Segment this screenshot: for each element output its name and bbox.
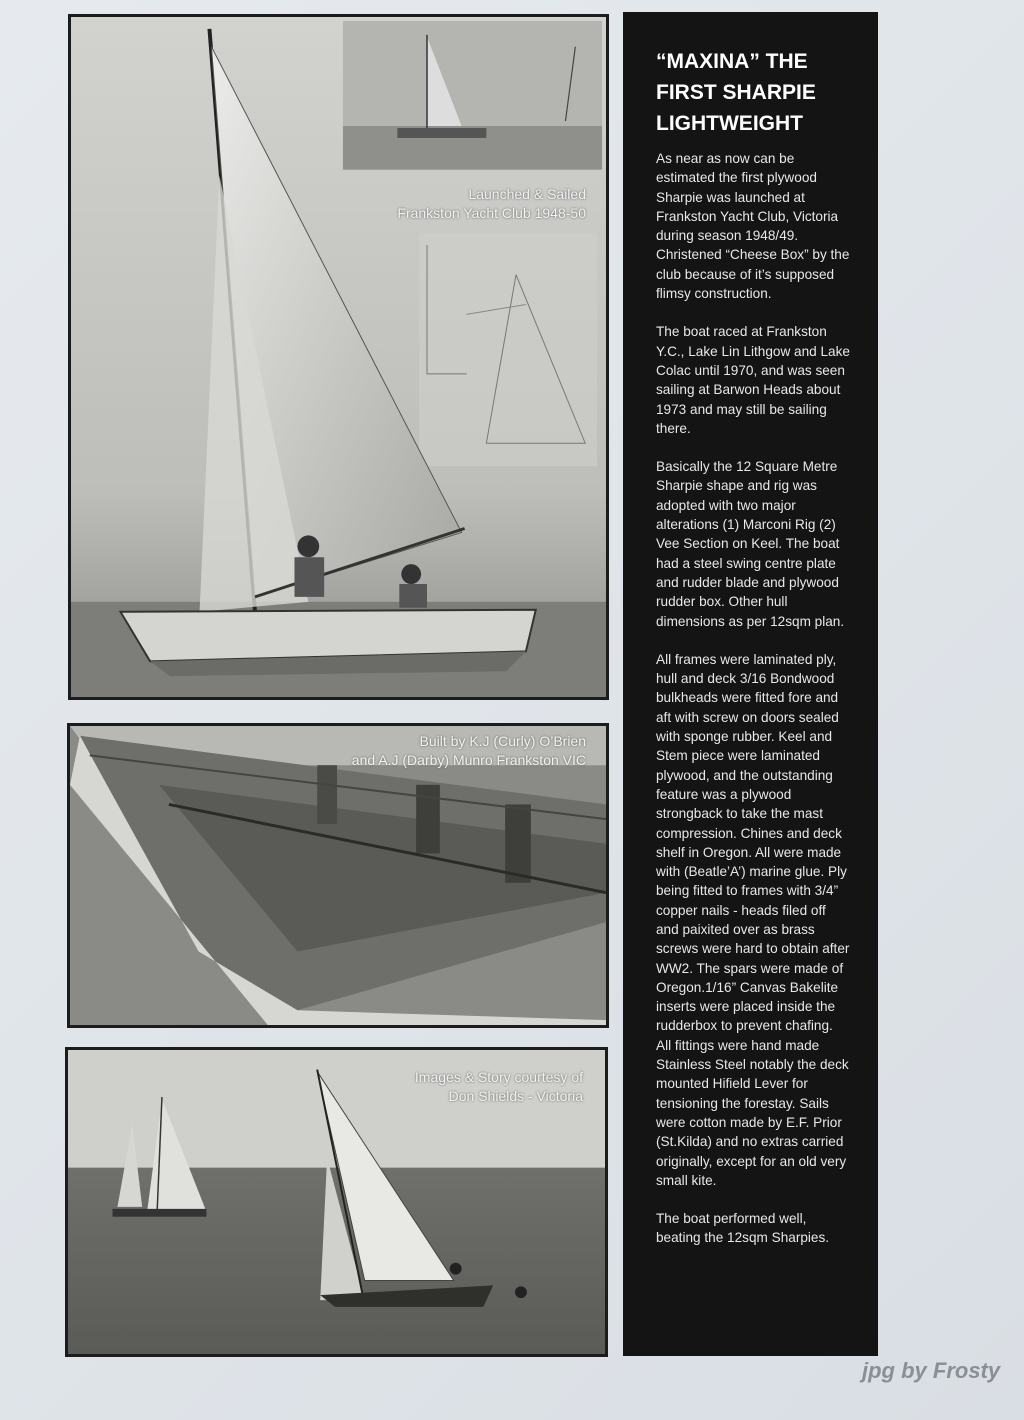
- top-caption-line-2: Frankston Yacht Club 1948-50: [397, 205, 586, 221]
- bottom-caption-line-1: Images & Story courtesy of: [414, 1069, 583, 1085]
- title-line-3: LIGHTWEIGHT: [656, 112, 803, 135]
- middle-caption-line-2: and A.J (Darby) Munro Frankston VIC: [351, 752, 586, 768]
- sailing-photo-illustration: [71, 17, 606, 697]
- middle-photo-caption: [352, 732, 586, 770]
- story-panel: [623, 12, 878, 1356]
- top-caption-line-1: Launched & Sailed: [468, 186, 586, 202]
- story-title: [656, 46, 850, 139]
- story-paragraph-5: The boat performed well, beating the 12sqm Sharpies.: [656, 1211, 830, 1246]
- top-photo-caption: [397, 185, 586, 223]
- racing-sharpies-photo: [65, 1047, 608, 1357]
- title-line-2: FIRST SHARPIE: [656, 81, 816, 104]
- bottom-photo-caption: [415, 1068, 583, 1106]
- photo-credit: jpg by Frosty: [862, 1358, 1001, 1383]
- hull-construction-photo: [67, 723, 609, 1028]
- title-line-1: “MAXINA” THE: [656, 50, 808, 73]
- sailing-photo: [68, 14, 609, 700]
- bottom-caption-line-2: Don Shields - Victoria: [448, 1088, 583, 1104]
- story-paragraph-3: Basically the 12 Square Metre Sharpie shape and rig was adopted with two major alterations (1) Marconi Rig (2) Vee Section on Keel. The boat had a steel swing centre plate and rudder blade and plywood rudder box. Other hull dimensions as per 12sqm plan.: [656, 459, 845, 629]
- story-paragraph-4: All frames were laminated ply, hull and deck 3/16 Bondwood bulkheads were fitted fore and aft with screw on doors sealed with sponge rubber. Keel and Stem piece were laminated plywood, and the outstanding feature was a plywood strongback to take the mast compression. Chines and deck shelf in Oregon. All were made with (Beatle’A’) marine glue. Ply being fitted to frames with 3/4” copper nails - heads filed off and paixited over as brass screws were hard to obtain after WW2. The spars were made of Oregon.1/16” Canvas Bakelite inserts were placed inside the rudderbox to prevent chafing. All fittings were hand made Stainless Steel notably the deck mounted Hifield Lever for tensioning the forestay. Sails were cotton made by E.F. Prior (St.Kilda) and no extras carried originally, except for an old very small kite.: [656, 651, 850, 1188]
- hull-construction-illustration: [70, 726, 606, 1025]
- story-paragraph-2: The boat raced at Frankston Y.C., Lake Lin Lithgow and Lake Colac until 1970, and was seen sailing at Barwon Heads about 1973 and may still be sailing there.: [656, 324, 850, 436]
- middle-caption-line-1: Built by K.J (Curly) O’Brien: [419, 733, 586, 749]
- story-paragraph-1: As near as now can be estimated the first plywood Sharpie was launched at Frankston Yacht Club, Victoria during season 1948/49. Christened “Cheese Box” by the club because of it’s supposed flimsy construction.: [656, 151, 850, 302]
